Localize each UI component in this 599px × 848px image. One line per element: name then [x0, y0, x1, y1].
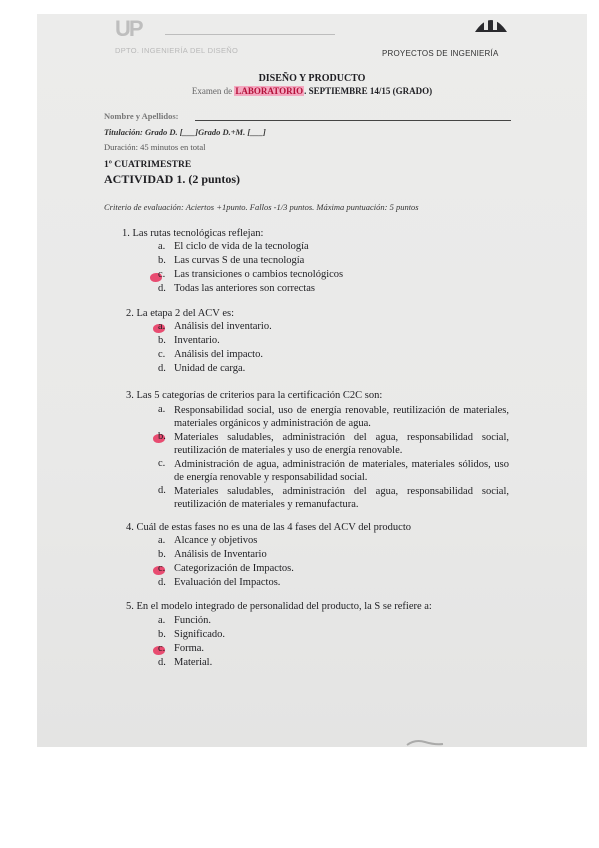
q5-option-d: d. Material.: [158, 657, 213, 668]
q3-option-d-letter: d.: [158, 485, 166, 496]
question-2: 2. La etapa 2 del ACV es:: [126, 308, 234, 319]
titulacion-line: Titulación: Grado D. [___]Grado D.+M. [___]: [104, 127, 266, 137]
subtitle-rest: . SEPTIEMBRE 14/15 (GRADO): [304, 86, 433, 96]
question-1: 1. Las rutas tecnológicas reflejan:: [122, 228, 264, 239]
q4-option-a: a. Alcance y objetivos: [158, 535, 258, 546]
exam-sheet: [37, 14, 587, 747]
q5-option-a: a. Función.: [158, 615, 212, 626]
subtitle-highlight: LABORATORIO: [235, 86, 304, 96]
evaluation-criteria: Criterio de evaluación: Aciertos +1punto. Fallos -1/3 puntos. Máxima puntuación: 5 puntos: [104, 202, 419, 212]
university-logo-left: UP: [115, 16, 142, 41]
q1-option-d: d. Todas las anteriores son correctas: [158, 283, 315, 294]
subtitle-prefix: Examen de: [191, 86, 233, 96]
question-5: 5. En el modelo integrado de personalidad del producto, la S se refiere a:: [126, 601, 432, 612]
q2-option-d: d. Unidad de carga.: [158, 363, 246, 374]
q2-option-a: a. Análisis del inventario.: [158, 321, 272, 332]
q3-option-a: Responsabilidad social, uso de energía renovable, reutilización de materiales, materiales orgánicos y administración de agua.: [174, 405, 509, 429]
exam-title: DISEÑO Y PRODUCTO: [258, 73, 366, 84]
q3-option-c: Administración de agua, administración de materiales, materiales sólidos, uso de energía renovable y responsabilidad social.: [174, 459, 509, 483]
q1-option-c: c. Las transiciones o cambios tecnológicos: [158, 269, 344, 280]
semester-heading: 1º CUATRIMESTRE: [104, 160, 192, 170]
q3-option-c-letter: c.: [158, 458, 166, 469]
q4-option-c: c. Categorización de Impactos.: [158, 563, 294, 574]
q2-option-c: c. Análisis del impacto.: [158, 349, 263, 360]
page-margin-bottom: [37, 747, 587, 848]
q5-option-b: b. Significado.: [158, 629, 226, 640]
q4-option-b: b. Análisis de Inventario: [158, 549, 267, 560]
activity-heading: ACTIVIDAD 1. (2 puntos): [104, 172, 241, 186]
exam-subtitle: [37, 86, 587, 96]
header-rule: [165, 34, 335, 35]
q3-option-a-letter: a.: [158, 404, 166, 415]
q1-option-b: b. Las curvas S de una tecnología: [158, 255, 305, 266]
name-label: Nombre y Apellidos:: [104, 111, 179, 121]
q1-option-a: a. El ciclo de vida de la tecnología: [158, 241, 309, 252]
page-smudge: [405, 738, 445, 746]
q3-option-b: Materiales saludables, administración del agua, responsabilidad social, reutilización de materiales y uso de energía renovable.: [174, 432, 509, 456]
q5-option-c: c. Forma.: [158, 643, 205, 654]
question-3: 3. Las 5 categorías de criterios para la certificación C2C son:: [126, 390, 383, 401]
q4-option-d: d. Evaluación del Impactos.: [158, 577, 281, 588]
university-logo-right-icon: [471, 14, 511, 34]
duration-line: Duración: 45 minutos en total: [104, 142, 206, 152]
q3-option-d: Materiales saludables, administración del agua, responsabilidad social, reutilización de materiales y remanufactura.: [174, 486, 509, 510]
q2-option-b: b. Inventario.: [158, 335, 220, 346]
department-right: PROYECTOS DE INGENIERÍA: [382, 49, 499, 58]
question-4: 4. Cuál de estas fases no es una de las 4 fases del ACV del producto: [126, 522, 411, 533]
department-left: DPTO. INGENIERÍA DEL DISEÑO: [115, 46, 239, 55]
name-field-line[interactable]: [195, 120, 511, 121]
q3-option-b-letter: b.: [158, 431, 166, 442]
